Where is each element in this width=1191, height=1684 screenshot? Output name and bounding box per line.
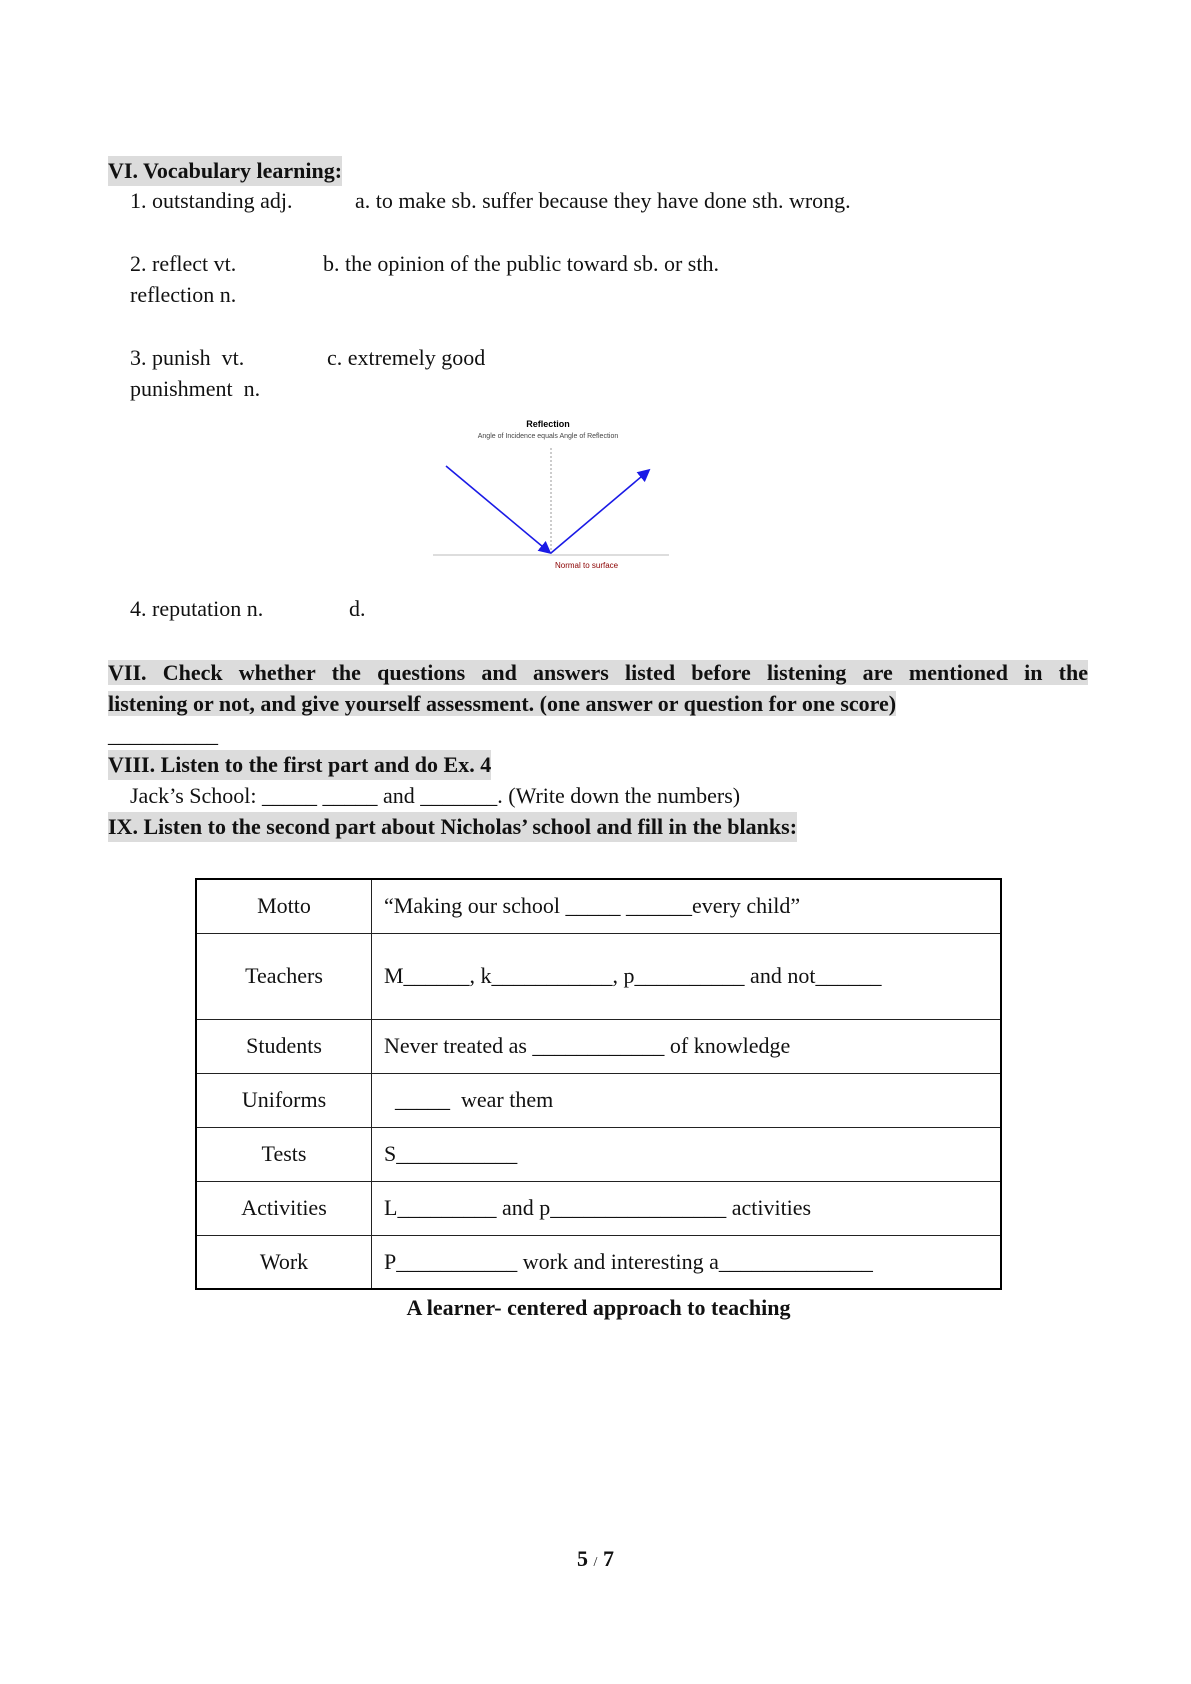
section-7-heading-line-2: listening or not, and give yourself assessment. (one answer or question for one score) xyxy=(108,691,897,716)
vocab-definition-b: b. the opinion of the public toward sb. or sth. xyxy=(323,251,719,276)
vocab-term-3: 3. punish vt. xyxy=(130,345,245,370)
row-value: L_________ and p________________ activities xyxy=(372,1181,1002,1235)
row-label: Teachers xyxy=(196,933,372,1019)
row-value: Never treated as ____________ of knowledge xyxy=(372,1019,1002,1073)
page-number xyxy=(0,1546,1191,1572)
reflection-diagram xyxy=(433,416,669,572)
vocab-definition-a: a. to make sb. suffer because they have done sth. wrong. xyxy=(355,188,851,213)
diagram-subtitle: Angle of Incidence equals Angle of Reflection xyxy=(477,433,619,440)
table-row xyxy=(196,1127,1001,1181)
row-value: _____ wear them xyxy=(372,1073,1002,1127)
vocab-term-3b: punishment n. xyxy=(130,376,261,401)
row-label: Tests xyxy=(196,1127,372,1181)
table-row xyxy=(196,879,1001,933)
incident-ray xyxy=(446,466,549,552)
section-9-heading: IX. Listen to the second part about Nicholas’ school and fill in the blanks: xyxy=(108,812,797,842)
diagram-normal-label: Normal to surface xyxy=(555,561,619,570)
score-blank: __________ xyxy=(108,722,218,747)
jacks-school-line: Jack’s School: _____ _____ and _______. (Write down the numbers) xyxy=(130,783,741,808)
row-value: “Making our school _____ ______every child” xyxy=(372,879,1002,933)
table-caption: A learner- centered approach to teaching xyxy=(406,1295,791,1320)
row-label: Students xyxy=(196,1019,372,1073)
table-row xyxy=(196,1073,1001,1127)
row-label: Activities xyxy=(196,1181,372,1235)
vocab-definition-d: d. xyxy=(349,596,366,621)
nicholas-school-table xyxy=(195,878,1002,1290)
table-row xyxy=(196,1235,1001,1289)
row-value: S___________ xyxy=(372,1127,1002,1181)
diagram-title: Reflection xyxy=(526,419,570,429)
row-label: Work xyxy=(196,1235,372,1289)
vocab-term-4: 4. reputation n. xyxy=(130,596,264,621)
vocab-definition-c: c. extremely good xyxy=(327,345,486,370)
section-7-heading-line-1: VII. Check whether the questions and answers listed before listening are mentioned in the xyxy=(108,660,1088,685)
vocab-term-2b: reflection n. xyxy=(130,282,237,307)
section-8-heading: VIII. Listen to the first part and do Ex. 4 xyxy=(108,750,491,780)
row-label: Uniforms xyxy=(196,1073,372,1127)
vocab-term-2: 2. reflect vt. xyxy=(130,251,237,276)
table-row xyxy=(196,933,1001,1019)
table-row xyxy=(196,1019,1001,1073)
section-6-heading: VI. Vocabulary learning: xyxy=(108,156,342,186)
reflected-ray xyxy=(551,471,648,553)
row-label: Motto xyxy=(196,879,372,933)
page-total: 7 xyxy=(602,1546,614,1571)
row-value: M______, k___________, p__________ and not______ xyxy=(372,933,1002,1019)
page-separator: / xyxy=(593,1555,598,1570)
vocab-term-1: 1. outstanding adj. xyxy=(130,188,293,213)
page-current: 5 xyxy=(577,1546,589,1571)
table-row xyxy=(196,1181,1001,1235)
row-value: P___________ work and interesting a______________ xyxy=(372,1235,1002,1289)
